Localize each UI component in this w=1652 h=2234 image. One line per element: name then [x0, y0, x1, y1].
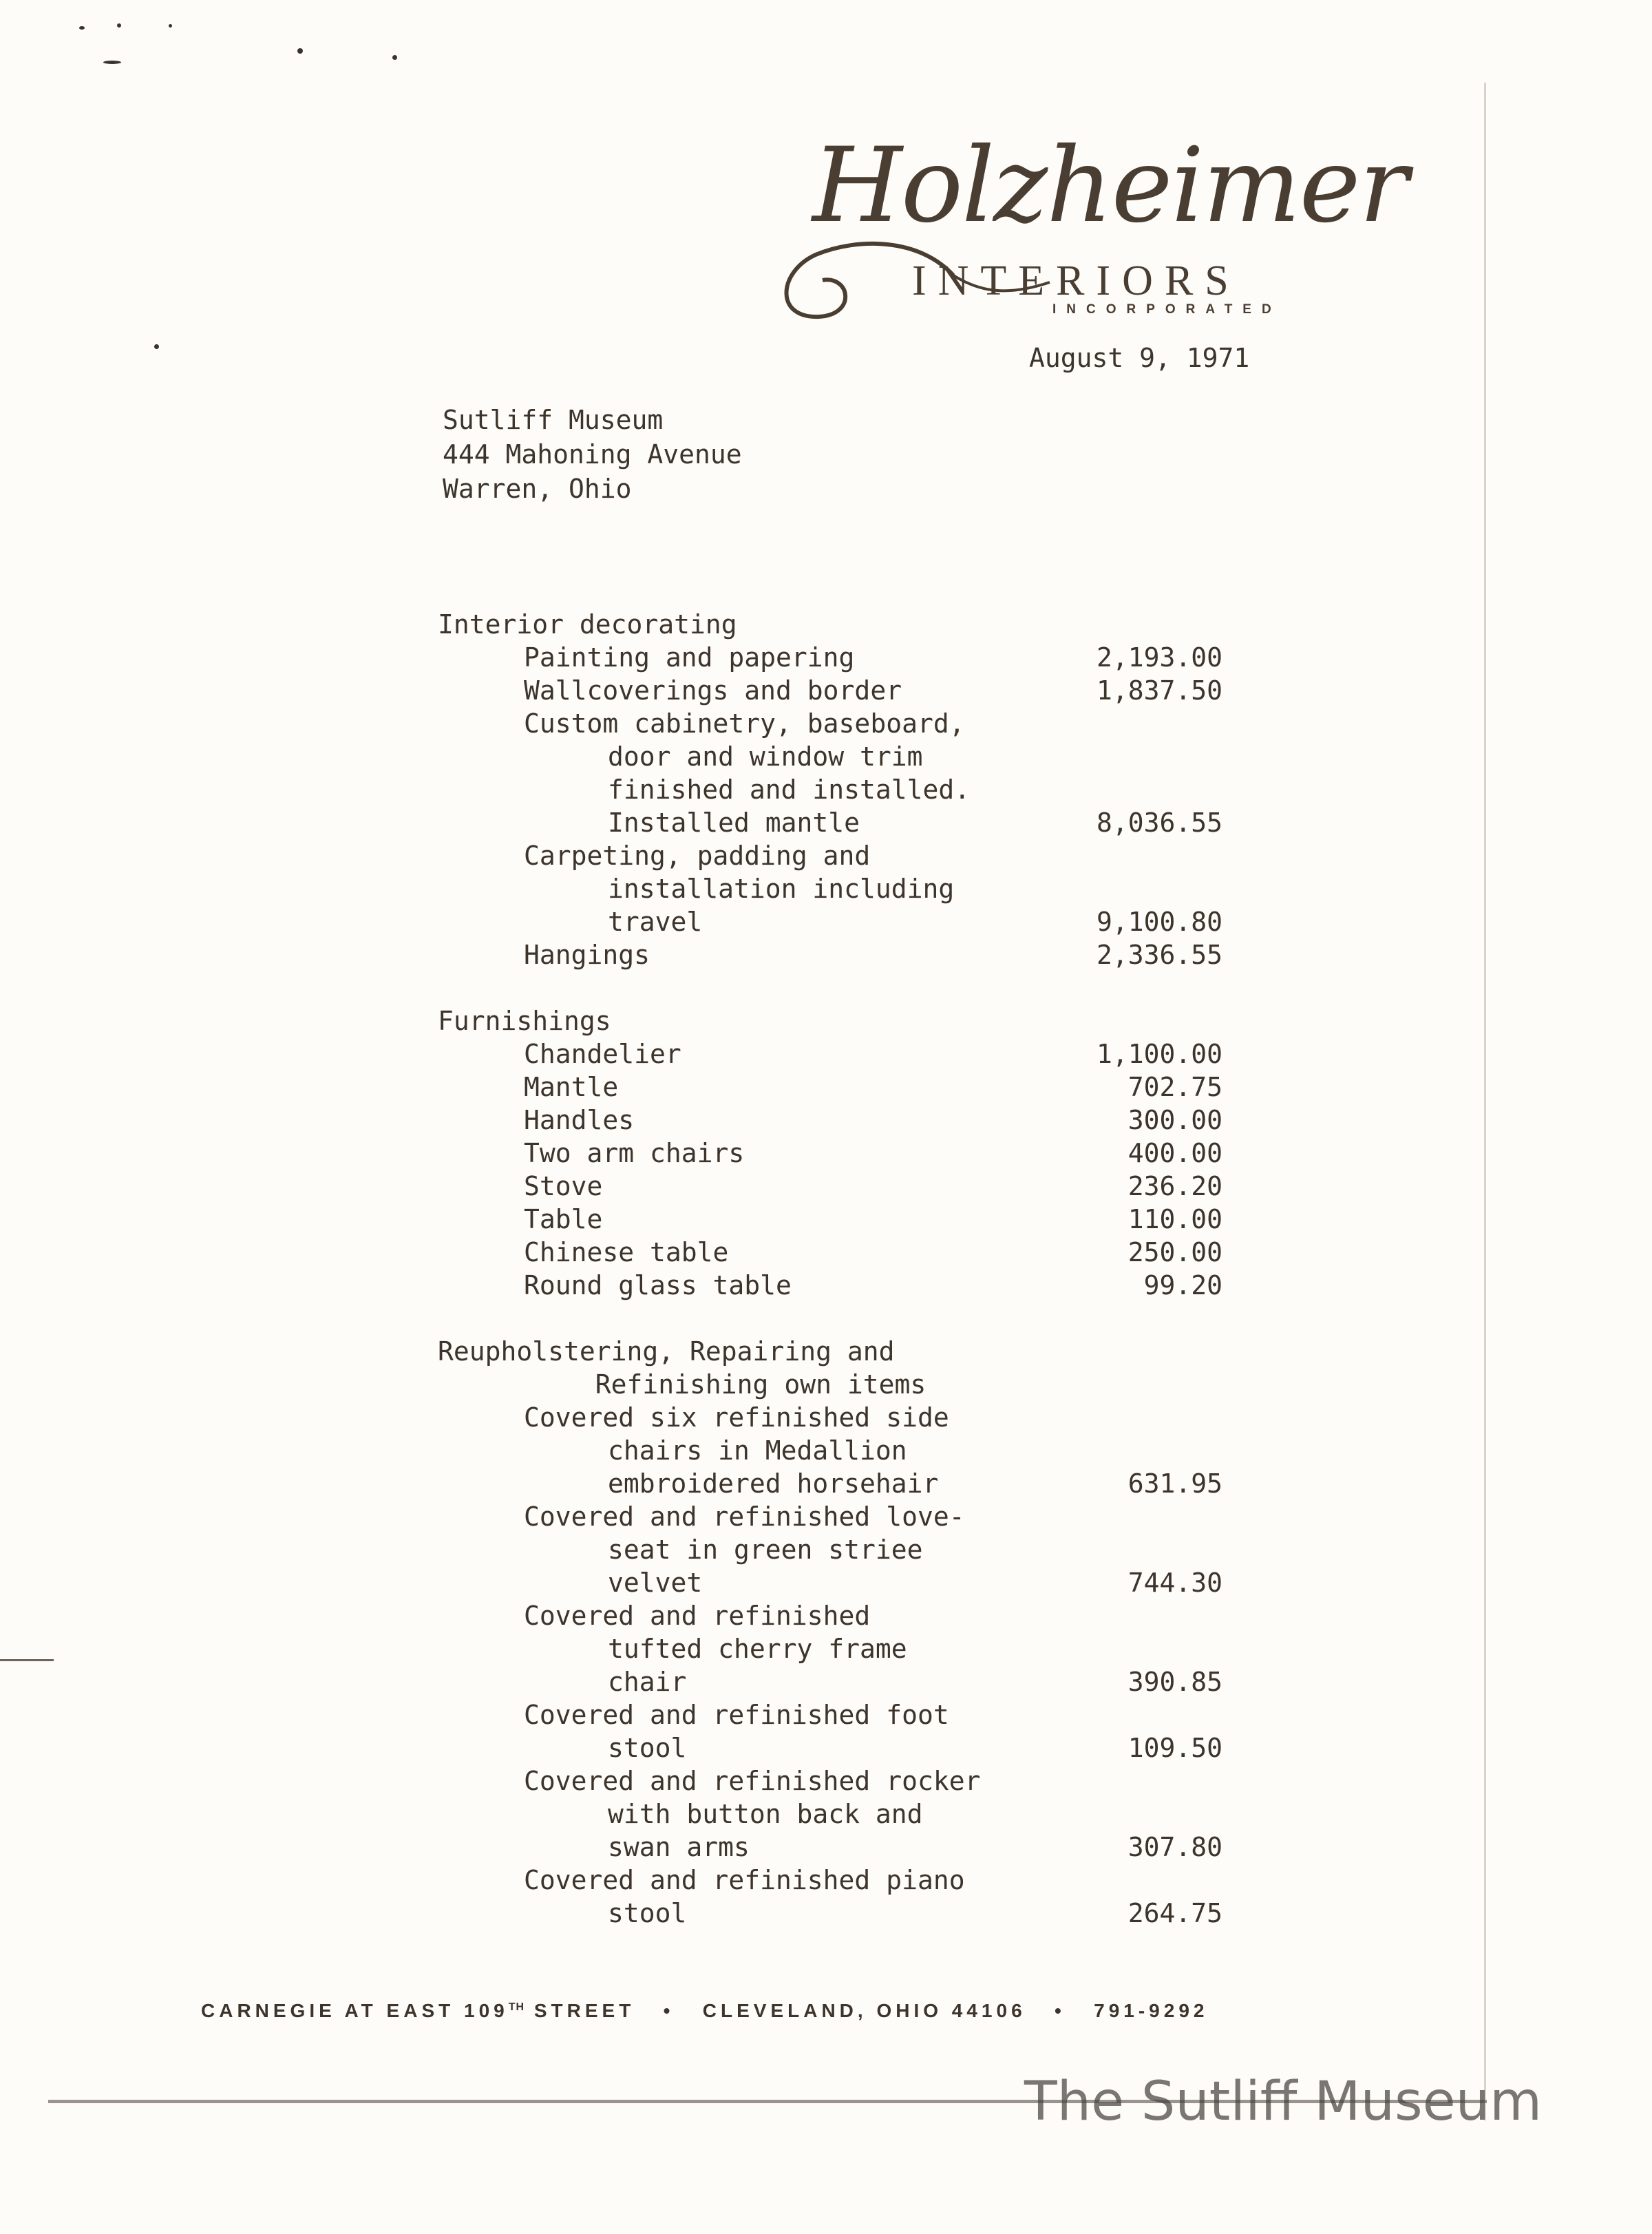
description-line: Installed mantle: [608, 808, 860, 838]
recipient-street: 444 Mahoning Avenue: [443, 439, 742, 470]
description-line: chair: [608, 1667, 687, 1697]
line-item: [438, 1170, 1222, 1203]
description-line: Chandelier: [524, 1039, 681, 1069]
line-item-description: [438, 938, 1044, 971]
description-line: Covered and refinished piano: [524, 1865, 965, 1895]
line-item-description: [438, 1170, 1044, 1203]
description-line: Round glass table: [524, 1270, 792, 1300]
description-line: swan arms: [608, 1832, 750, 1862]
description-line: Carpeting, padding and: [524, 841, 871, 871]
line-item-description: [438, 839, 1044, 938]
description-line: Painting and papering: [524, 642, 855, 673]
description-line: Handles: [524, 1105, 635, 1135]
line-item: [438, 1401, 1222, 1500]
description-line: tufted cherry frame: [608, 1634, 907, 1664]
line-item: [438, 1764, 1222, 1864]
line-item: [438, 674, 1222, 707]
line-item-amount: 307.80: [1127, 1832, 1222, 1862]
ledger-section: [438, 1004, 1222, 1302]
description-line: Covered and refinished: [524, 1601, 871, 1631]
description-line: Chinese table: [524, 1237, 729, 1267]
description-line: Mantle: [524, 1072, 619, 1102]
description-line: travel: [608, 907, 703, 937]
line-item-amount: 99.20: [1143, 1270, 1222, 1300]
description-line: Covered and refinished foot: [524, 1700, 949, 1730]
description-line: chairs in Medallion: [608, 1435, 907, 1466]
description-line: stool: [608, 1898, 687, 1928]
line-item: [438, 1864, 1222, 1930]
line-item-amount: 9,100.80: [1096, 907, 1222, 937]
line-item: [438, 1104, 1222, 1137]
speck: [297, 48, 303, 54]
line-item-description: [438, 1104, 1044, 1137]
line-item-description: [438, 1764, 1044, 1864]
line-item-amount: 1,100.00: [1096, 1039, 1222, 1069]
line-item-amount: 702.75: [1127, 1072, 1222, 1102]
description-line: velvet: [608, 1568, 703, 1598]
logo-script-name: Holzheimer: [812, 126, 1408, 246]
line-item-description: [438, 1203, 1044, 1236]
ledger-section: [438, 608, 1222, 971]
section-title: Interior decorating: [438, 609, 737, 640]
company-logo: [747, 126, 1408, 327]
description-line: finished and installed.: [608, 774, 971, 805]
description-line: embroidered horsehair: [608, 1468, 939, 1499]
line-item-amount: 390.85: [1127, 1667, 1222, 1697]
logo-interiors: INTERIORS: [912, 257, 1240, 304]
line-item-amount: 236.20: [1127, 1171, 1222, 1201]
line-item-amount: 250.00: [1127, 1237, 1222, 1267]
line-item-description: [438, 1269, 1044, 1302]
museum-watermark: The Sutliff Museum: [1024, 2071, 1543, 2133]
description-line: with button back and: [608, 1799, 923, 1829]
description-line: installation including: [608, 874, 955, 904]
line-item: [438, 1500, 1222, 1599]
line-item: [438, 641, 1222, 674]
fold-mark: [0, 1659, 54, 1661]
line-item: [438, 1071, 1222, 1104]
description-line: Hangings: [524, 940, 650, 970]
description-line: Stove: [524, 1171, 603, 1201]
speck: [117, 23, 121, 28]
line-item-amount: 1,837.50: [1096, 675, 1222, 706]
description-line: Covered and refinished rocker: [524, 1766, 981, 1796]
line-item-amount: 110.00: [1127, 1204, 1222, 1234]
line-item: [438, 1269, 1222, 1302]
section-title: Reupholstering, Repairing and Refinishing own items: [438, 1336, 926, 1400]
line-item: [438, 1236, 1222, 1269]
line-item-amount: 2,193.00: [1096, 642, 1222, 673]
description-line: Two arm chairs: [524, 1138, 745, 1168]
line-item-description: [438, 1037, 1044, 1071]
line-item-description: [438, 1864, 1044, 1930]
footer-ordinal: TH: [508, 2001, 525, 2013]
section-title: Furnishings: [438, 1006, 611, 1036]
line-item-description: [438, 707, 1044, 839]
description-line: Covered six refinished side: [524, 1402, 949, 1433]
description-line: Custom cabinetry, baseboard,: [524, 708, 965, 739]
speck: [392, 55, 397, 60]
line-item-description: [438, 1071, 1044, 1104]
letter-date: August 9, 1971: [1029, 343, 1250, 373]
recipient-address: [443, 403, 742, 506]
line-item: [438, 1037, 1222, 1071]
line-item-amount: 300.00: [1127, 1105, 1222, 1135]
line-item-amount: 2,336.55: [1096, 940, 1222, 970]
recipient-name: Sutliff Museum: [443, 405, 664, 435]
line-item-description: [438, 1698, 1044, 1764]
description-line: Covered and refinished love-: [524, 1501, 965, 1532]
line-item-description: [438, 1236, 1044, 1269]
footer-address-part2: STREET • CLEVELAND, OHIO 44106 • 791-9292: [525, 2000, 1209, 2021]
line-item-description: [438, 674, 1044, 707]
paper-edge: [1484, 83, 1486, 2120]
line-item: [438, 839, 1222, 938]
speck: [79, 26, 85, 30]
description-line: Table: [524, 1204, 603, 1234]
description-line: Wallcoverings and border: [524, 675, 902, 706]
line-item-amount: 631.95: [1127, 1468, 1222, 1499]
line-item-amount: 8,036.55: [1096, 808, 1222, 838]
line-item-amount: 264.75: [1127, 1898, 1222, 1928]
line-item-description: [438, 1401, 1044, 1500]
line-item: [438, 1599, 1222, 1698]
line-item-amount: 744.30: [1127, 1568, 1222, 1598]
description-line: door and window trim: [608, 741, 923, 772]
line-item: [438, 1698, 1222, 1764]
line-item-description: [438, 1137, 1044, 1170]
speck: [103, 61, 121, 64]
ledger-section: [438, 1335, 1222, 1930]
footer-address-part1: CARNEGIE AT EAST 109: [201, 2000, 509, 2021]
logo-incorporated: INCORPORATED: [1052, 302, 1282, 317]
description-line: seat in green striee: [608, 1535, 923, 1565]
line-item: [438, 1203, 1222, 1236]
line-item: [438, 1137, 1222, 1170]
line-item: [438, 938, 1222, 971]
line-item-description: [438, 641, 1044, 674]
invoice-ledger: [438, 608, 1222, 1963]
speck: [169, 24, 172, 28]
description-line: stool: [608, 1733, 687, 1763]
line-item-description: [438, 1500, 1044, 1599]
line-item-amount: 400.00: [1127, 1138, 1222, 1168]
line-item-description: [438, 1599, 1044, 1698]
line-item: [438, 707, 1222, 839]
recipient-city: Warren, Ohio: [443, 474, 632, 504]
line-item-amount: 109.50: [1127, 1733, 1222, 1763]
speck: [154, 344, 159, 349]
letterhead-footer: [201, 2000, 1208, 2022]
